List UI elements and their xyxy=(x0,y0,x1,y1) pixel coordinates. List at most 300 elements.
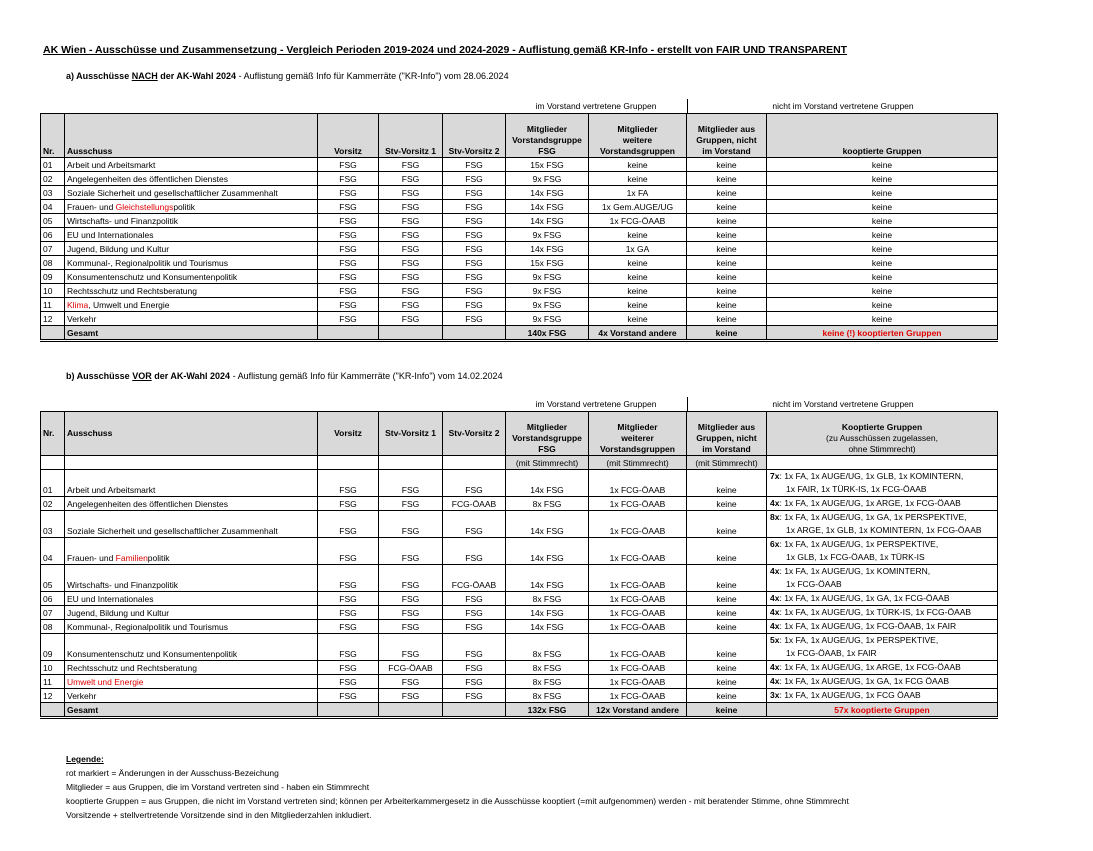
row-nr: 06 xyxy=(41,592,65,606)
ausschuss-name xyxy=(65,284,318,298)
ausschuss-name xyxy=(65,565,318,592)
ausschuss-name-part: Jugend, Bildung und Kultur xyxy=(67,244,170,254)
cell-koop xyxy=(767,661,998,675)
koop-list: : 1x FA, 1x AUGE/UG, 1x PERSPEKTIVE, xyxy=(779,635,939,645)
cell-vorsitz: FSG xyxy=(318,200,379,214)
header-mitglieder-weitere: Mitglieder weitere Vorstandsgruppen xyxy=(589,114,687,158)
table-row xyxy=(41,538,998,565)
row-nr: 11 xyxy=(41,298,65,312)
header-gruppen: Mitglieder aus Gruppen, nicht im Vorstand xyxy=(687,412,767,456)
cell-fsg: 14x FSG xyxy=(506,620,589,634)
table-row xyxy=(41,675,998,689)
ausschuss-name xyxy=(65,256,318,270)
cell-gruppen: keine xyxy=(687,497,767,511)
ausschuss-name-changed: Familien xyxy=(115,553,148,563)
row-nr: 12 xyxy=(41,689,65,703)
cell-gruppen: keine xyxy=(687,592,767,606)
cell-weitere: keine xyxy=(589,284,687,298)
cell-stv2: FSG xyxy=(443,312,506,326)
cell-stv1: FSG xyxy=(379,606,443,620)
ausschuss-name xyxy=(65,242,318,256)
cell-vorsitz: FSG xyxy=(318,606,379,620)
cell-koop xyxy=(767,620,998,634)
total-empty xyxy=(443,703,506,718)
total-fsg: 140x FSG xyxy=(506,326,589,341)
cell-vorsitz: FSG xyxy=(318,497,379,511)
ausschuss-name xyxy=(65,186,318,200)
row-nr: 05 xyxy=(41,214,65,228)
cell-koop: keine xyxy=(767,228,998,242)
koop-list-cont: 1x GLB, 1x FCG-ÖAAB, 1x TÜRK-IS xyxy=(786,552,925,562)
row-nr: 08 xyxy=(41,256,65,270)
cell-stv2: FSG xyxy=(443,200,506,214)
cell-weitere: 1x FCG-ÖAAB xyxy=(589,592,687,606)
cell-stv1: FSG xyxy=(379,620,443,634)
total-koop: keine (!) kooptierten Gruppen xyxy=(767,326,998,341)
header-stv2: Stv-Vorsitz 2 xyxy=(443,114,506,158)
cell-weitere: keine xyxy=(589,228,687,242)
table-row xyxy=(41,606,998,620)
ausschuss-name xyxy=(65,158,318,172)
cell-stv1: FSG xyxy=(379,497,443,511)
cell-weitere: 1x FCG-ÖAAB xyxy=(589,675,687,689)
cell-gruppen: keine xyxy=(687,689,767,703)
header-mitglieder-fsg: Mitglieder Vorstandsgruppe FSG xyxy=(506,412,589,456)
cell-stv1: FSG xyxy=(379,200,443,214)
cell-gruppen: keine xyxy=(687,565,767,592)
ausschuss-name xyxy=(65,634,318,661)
ausschuss-name-part: , Umwelt und Energie xyxy=(88,300,170,310)
row-nr: 07 xyxy=(41,242,65,256)
row-nr: 04 xyxy=(41,538,65,565)
cell-vorsitz: FSG xyxy=(318,256,379,270)
cell-weitere: keine xyxy=(589,158,687,172)
total-weitere: 12x Vorstand andere xyxy=(589,703,687,718)
cell-koop: keine xyxy=(767,284,998,298)
header-kooptiert: kooptierte Gruppen xyxy=(767,114,998,158)
cell-stv1: FSG xyxy=(379,689,443,703)
cell-vorsitz: FSG xyxy=(318,470,379,497)
total-empty xyxy=(443,326,506,341)
section-a-group-out-label: nicht im Vorstand vertretene Gruppen xyxy=(772,101,914,111)
cell-stv1: FSG xyxy=(379,172,443,186)
cell-stv1: FSG xyxy=(379,158,443,172)
cell-gruppen: keine xyxy=(687,606,767,620)
ausschuss-name-changed: Umwelt und Energie xyxy=(67,677,144,687)
cell-stv1: FSG xyxy=(379,470,443,497)
cell-gruppen: keine xyxy=(687,661,767,675)
cell-koop xyxy=(767,689,998,703)
header-nr: Nr. xyxy=(41,114,65,158)
header-vorsitz: Vorsitz xyxy=(318,114,379,158)
total-empty xyxy=(318,326,379,341)
cell-stv1: FSG xyxy=(379,298,443,312)
cell-weitere: 1x FCG-ÖAAB xyxy=(589,214,687,228)
table-row xyxy=(41,158,998,172)
cell-weitere: 1x Gem.AUGE/UG xyxy=(589,200,687,214)
ausschuss-name-part: politik xyxy=(147,553,170,563)
cell-vorsitz: FSG xyxy=(318,592,379,606)
ausschuss-name xyxy=(65,689,318,703)
ausschuss-name-part: EU und Internationales xyxy=(67,230,154,240)
row-nr: 02 xyxy=(41,172,65,186)
cell-koop: keine xyxy=(767,214,998,228)
cell-koop: keine xyxy=(767,298,998,312)
cell-vorsitz: FSG xyxy=(318,689,379,703)
cell-stv2: FSG xyxy=(443,661,506,675)
cell-gruppen: keine xyxy=(687,158,767,172)
cell-fsg: 8x FSG xyxy=(506,675,589,689)
stimmrecht-note: (mit Stimmrecht) xyxy=(506,456,589,470)
cell-fsg: 14x FSG xyxy=(506,214,589,228)
ausschuss-name-part: Verkehr xyxy=(67,691,97,701)
row-nr: 12 xyxy=(41,312,65,326)
cell-vorsitz: FSG xyxy=(318,620,379,634)
ausschuss-name xyxy=(65,661,318,675)
koop-count: 4x xyxy=(770,607,780,617)
cell-vorsitz: FSG xyxy=(318,312,379,326)
row-nr: 09 xyxy=(41,634,65,661)
cell-stv2: FSG xyxy=(443,675,506,689)
total-row xyxy=(41,326,998,341)
cell-vorsitz: FSG xyxy=(318,186,379,200)
row-nr: 11 xyxy=(41,675,65,689)
total-gruppen: keine xyxy=(687,703,767,718)
cell-fsg: 8x FSG xyxy=(506,634,589,661)
total-empty xyxy=(41,703,65,718)
table-row xyxy=(41,172,998,186)
cell-stv2: FSG xyxy=(443,228,506,242)
ausschuss-name-changed: Gleichstellungs xyxy=(115,202,174,212)
row-nr: 06 xyxy=(41,228,65,242)
koop-count: 4x xyxy=(770,566,780,576)
cell-koop xyxy=(767,511,998,538)
cell-fsg: 14x FSG xyxy=(506,470,589,497)
koop-list: : 1x FA, 1x AUGE/UG, 1x ARGE, 1x FCG-ÖAAB xyxy=(779,498,961,508)
cell-vorsitz: FSG xyxy=(318,634,379,661)
cell-gruppen: keine xyxy=(687,186,767,200)
cell-stv2: FSG xyxy=(443,158,506,172)
table-row xyxy=(41,565,998,592)
total-empty xyxy=(318,703,379,718)
ausschuss-name-part: Angelegenheiten des öffentlichen Dienstes xyxy=(67,499,228,509)
table-row xyxy=(41,470,998,497)
cell-gruppen: keine xyxy=(687,675,767,689)
cell-weitere: keine xyxy=(589,172,687,186)
ausschuss-name-part: Soziale Sicherheit und gesellschaftlicher Zusammenhalt xyxy=(67,188,278,198)
ausschuss-name xyxy=(65,312,318,326)
cell-stv2: FSG xyxy=(443,538,506,565)
cell-fsg: 8x FSG xyxy=(506,689,589,703)
cell-gruppen: keine xyxy=(687,284,767,298)
koop-list: : 1x FA, 1x AUGE/UG, 1x GA, 1x PERSPEKTIVE, xyxy=(779,512,967,522)
cell-fsg: 9x FSG xyxy=(506,312,589,326)
cell-fsg: 14x FSG xyxy=(506,186,589,200)
cell-stv1: FSG xyxy=(379,312,443,326)
total-label: Gesamt xyxy=(65,703,318,718)
cell-weitere: keine xyxy=(589,312,687,326)
cell-stv1: FSG xyxy=(379,214,443,228)
cell-vorsitz: FSG xyxy=(318,661,379,675)
total-koop: 57x kooptierte Gruppen xyxy=(767,703,998,718)
page-title: AK Wien - Ausschüsse und Zusammensetzung - Vergleich Perioden 2019-2024 und 2024-2029 - Auflistung gemäß KR-Info - erstellt von FAIR UND TRANSPARENT xyxy=(43,44,848,56)
cell-fsg: 8x FSG xyxy=(506,661,589,675)
cell-koop xyxy=(767,470,998,497)
row-nr: 02 xyxy=(41,497,65,511)
cell-vorsitz: FSG xyxy=(318,172,379,186)
header-gruppen: Mitglieder aus Gruppen, nicht im Vorstand xyxy=(687,114,767,158)
ausschuss-name xyxy=(65,228,318,242)
row-nr: 04 xyxy=(41,200,65,214)
cell-vorsitz: FSG xyxy=(318,565,379,592)
legend-line: rot markiert = Änderungen in der Ausschuss-Bezeichung xyxy=(66,768,279,778)
table-row xyxy=(41,256,998,270)
ausschuss-name-changed: Klima xyxy=(67,300,89,310)
cell-stv2: FSG xyxy=(443,511,506,538)
cell-fsg: 9x FSG xyxy=(506,270,589,284)
legend xyxy=(66,752,849,822)
ausschuss-name xyxy=(65,606,318,620)
cell-stv2: FSG xyxy=(443,256,506,270)
koop-list-cont: 1x ARGE, 1x GLB, 1x KOMINTERN, 1x FCG-ÖAAB xyxy=(786,525,982,535)
ausschuss-name-part: Wirtschafts- und Finanzpolitik xyxy=(67,216,179,226)
cell-koop: keine xyxy=(767,242,998,256)
ausschuss-name-part: Soziale Sicherheit und gesellschaftlicher Zusammenhalt xyxy=(67,526,278,536)
cell-gruppen: keine xyxy=(687,172,767,186)
section-a-group-in-label: im Vorstand vertretene Gruppen xyxy=(535,101,657,111)
cell-stv2: FSG xyxy=(443,186,506,200)
cell-koop xyxy=(767,592,998,606)
cell-gruppen: keine xyxy=(687,538,767,565)
cell-fsg: 15x FSG xyxy=(506,256,589,270)
cell-stv1: FSG xyxy=(379,284,443,298)
cell-koop xyxy=(767,606,998,620)
section-b-group-out-label: nicht im Vorstand vertretene Gruppen xyxy=(772,399,914,409)
cell-stv2: FSG xyxy=(443,634,506,661)
table-row xyxy=(41,497,998,511)
legend-title: Legende: xyxy=(66,754,104,764)
cell-fsg: 8x FSG xyxy=(506,497,589,511)
ausschuss-name-part: Rechtsschutz und Rechtsberatung xyxy=(67,663,197,673)
table-row xyxy=(41,620,998,634)
header-kooptiert: Kooptierte Gruppen (zu Ausschüssen zugelassen, ohne Stimmrecht) xyxy=(767,412,998,456)
koop-list: : 1x FA, 1x AUGE/UG, 1x ARGE, 1x FCG-ÖAAB xyxy=(779,662,961,672)
cell-weitere: 1x GA xyxy=(589,242,687,256)
ausschuss-name xyxy=(65,538,318,565)
cell-stv1: FSG xyxy=(379,186,443,200)
total-label: Gesamt xyxy=(65,326,318,341)
cell-gruppen: keine xyxy=(687,214,767,228)
row-nr: 10 xyxy=(41,284,65,298)
cell-gruppen: keine xyxy=(687,312,767,326)
cell-fsg: 8x FSG xyxy=(506,592,589,606)
cell-stv1: FCG-ÖAAB xyxy=(379,661,443,675)
total-empty xyxy=(41,326,65,341)
table-row xyxy=(41,298,998,312)
cell-stv1: FSG xyxy=(379,675,443,689)
stimmrecht-note: (mit Stimmrecht) xyxy=(687,456,767,470)
cell-fsg: 14x FSG xyxy=(506,511,589,538)
cell-stv1: FSG xyxy=(379,634,443,661)
header-mitglieder-weitere: Mitglieder weiterer Vorstandsgruppen xyxy=(589,412,687,456)
row-nr: 03 xyxy=(41,511,65,538)
row-nr: 10 xyxy=(41,661,65,675)
koop-count: 4x xyxy=(770,676,780,686)
cell-fsg: 14x FSG xyxy=(506,538,589,565)
ausschuss-name xyxy=(65,214,318,228)
cell-koop xyxy=(767,675,998,689)
total-empty xyxy=(379,326,443,341)
cell-vorsitz: FSG xyxy=(318,270,379,284)
ausschuss-name-part: EU und Internationales xyxy=(67,594,154,604)
ausschuss-name xyxy=(65,620,318,634)
cell-gruppen: keine xyxy=(687,620,767,634)
header-vorsitz: Vorsitz xyxy=(318,412,379,456)
total-fsg: 132x FSG xyxy=(506,703,589,718)
cell-weitere: 1x FCG-ÖAAB xyxy=(589,606,687,620)
table-row xyxy=(41,228,998,242)
koop-list: : 1x FA, 1x AUGE/UG, 1x KOMINTERN, xyxy=(779,566,931,576)
table-row xyxy=(41,661,998,675)
ausschuss-name-part: Konsumentenschutz und Konsumentenpolitik xyxy=(67,649,238,659)
ausschuss-name-part: Kommunal-, Regionalpolitik und Tourismus xyxy=(67,622,228,632)
cell-stv2: FSG xyxy=(443,470,506,497)
cell-koop xyxy=(767,497,998,511)
cell-stv2: FSG xyxy=(443,298,506,312)
table-row xyxy=(41,511,998,538)
row-nr: 03 xyxy=(41,186,65,200)
cell-vorsitz: FSG xyxy=(318,675,379,689)
ausschuss-name-part: Jugend, Bildung und Kultur xyxy=(67,608,170,618)
cell-weitere: 1x FCG-ÖAAB xyxy=(589,470,687,497)
table-row xyxy=(41,689,998,703)
cell-vorsitz: FSG xyxy=(318,228,379,242)
total-gruppen: keine xyxy=(687,326,767,341)
cell-koop: keine xyxy=(767,312,998,326)
table-row xyxy=(41,312,998,326)
cell-fsg: 14x FSG xyxy=(506,606,589,620)
cell-gruppen: keine xyxy=(687,270,767,284)
cell-stv2: FCG-ÖAAB xyxy=(443,565,506,592)
cell-vorsitz: FSG xyxy=(318,538,379,565)
cell-gruppen: keine xyxy=(687,200,767,214)
cell-weitere: 1x FCG-ÖAAB xyxy=(589,689,687,703)
ausschuss-name-part: Wirtschafts- und Finanzpolitik xyxy=(67,580,179,590)
koop-count: 6x xyxy=(770,539,780,549)
cell-weitere: 1x FCG-ÖAAB xyxy=(589,565,687,592)
ausschuss-name xyxy=(65,172,318,186)
table-row xyxy=(41,242,998,256)
cell-stv1: FSG xyxy=(379,565,443,592)
section-a-table xyxy=(40,113,998,342)
cell-stv2: FSG xyxy=(443,172,506,186)
cell-vorsitz: FSG xyxy=(318,158,379,172)
ausschuss-name-part: Angelegenheiten des öffentlichen Dienstes xyxy=(67,174,228,184)
ausschuss-name xyxy=(65,497,318,511)
row-nr: 07 xyxy=(41,606,65,620)
legend-line: Mitglieder = aus Gruppen, die im Vorstand vertreten sind - haben ein Stimmrecht xyxy=(66,782,370,792)
table-row xyxy=(41,634,998,661)
koop-list: : 1x FA, 1x AUGE/UG, 1x PERSPEKTIVE, xyxy=(779,539,939,549)
cell-weitere: 1x FCG-ÖAAB xyxy=(589,497,687,511)
cell-gruppen: keine xyxy=(687,634,767,661)
cell-weitere: keine xyxy=(589,256,687,270)
header-ausschuss: Ausschuss xyxy=(65,114,318,158)
table-row xyxy=(41,214,998,228)
ausschuss-name xyxy=(65,675,318,689)
koop-list-cont: 1x FCG-ÖAAB xyxy=(786,579,842,589)
cell-koop xyxy=(767,565,998,592)
koop-count: 4x xyxy=(770,662,780,672)
ausschuss-name-part: Arbeit und Arbeitsmarkt xyxy=(67,485,156,495)
koop-count: 7x xyxy=(770,471,780,481)
koop-count: 5x xyxy=(770,635,780,645)
koop-list-cont: 1x FCG-ÖAAB, 1x FAIR xyxy=(786,648,877,658)
cell-fsg: 9x FSG xyxy=(506,172,589,186)
cell-vorsitz: FSG xyxy=(318,511,379,538)
cell-gruppen: keine xyxy=(687,470,767,497)
cell-fsg: 14x FSG xyxy=(506,565,589,592)
koop-count: 4x xyxy=(770,498,780,508)
ausschuss-name xyxy=(65,511,318,538)
section-b-group-in-label: im Vorstand vertretene Gruppen xyxy=(535,399,657,409)
cell-gruppen: keine xyxy=(687,298,767,312)
koop-list: : 1x FA, 1x AUGE/UG, 1x GA, 1x FCG-ÖAAB xyxy=(779,593,950,603)
cell-gruppen: keine xyxy=(687,228,767,242)
koop-list: : 1x FA, 1x AUGE/UG, 1x FCG-ÖAAB, 1x FAIR xyxy=(779,621,957,631)
cell-gruppen: keine xyxy=(687,256,767,270)
cell-weitere: 1x FA xyxy=(589,186,687,200)
cell-gruppen: keine xyxy=(687,511,767,538)
cell-stv1: FSG xyxy=(379,592,443,606)
cell-weitere: 1x FCG-ÖAAB xyxy=(589,634,687,661)
cell-stv2: FSG xyxy=(443,214,506,228)
cell-weitere: 1x FCG-ÖAAB xyxy=(589,661,687,675)
cell-weitere: 1x FCG-ÖAAB xyxy=(589,511,687,538)
ausschuss-name-part: Arbeit und Arbeitsmarkt xyxy=(67,160,156,170)
koop-count: 4x xyxy=(770,621,780,631)
ausschuss-name-part: Rechtsschutz und Rechtsberatung xyxy=(67,286,197,296)
cell-stv1: FSG xyxy=(379,256,443,270)
cell-gruppen: keine xyxy=(687,242,767,256)
section-b-heading: b) Ausschüsse VOR der AK-Wahl 2024 - Auflistung gemäß Info für Kammerräte ("KR-Info") vom 14.02.2024 xyxy=(66,371,503,381)
cell-stv2: FSG xyxy=(443,689,506,703)
cell-weitere: 1x FCG-ÖAAB xyxy=(589,538,687,565)
header-mitglieder-fsg: Mitglieder Vorstandsgruppe FSG xyxy=(506,114,589,158)
cell-stv2: FSG xyxy=(443,606,506,620)
koop-count: 3x xyxy=(770,690,780,700)
koop-count: 8x xyxy=(770,512,780,522)
cell-vorsitz: FSG xyxy=(318,214,379,228)
cell-vorsitz: FSG xyxy=(318,242,379,256)
row-nr: 05 xyxy=(41,565,65,592)
table-row xyxy=(41,284,998,298)
cell-vorsitz: FSG xyxy=(318,298,379,312)
cell-weitere: 1x FCG-ÖAAB xyxy=(589,620,687,634)
koop-list: : 1x FA, 1x AUGE/UG, 1x GLB, 1x KOMINTERN, xyxy=(779,471,964,481)
koop-list: : 1x FA, 1x AUGE/UG, 1x FCG ÖAAB xyxy=(779,690,921,700)
ausschuss-name-part: politik xyxy=(173,202,196,212)
ausschuss-name-part: Konsumentenschutz und Konsumentenpolitik xyxy=(67,272,238,282)
ausschuss-name-part: Kommunal-, Regionalpolitik und Tourismus xyxy=(67,258,228,268)
cell-weitere: keine xyxy=(589,270,687,284)
ausschuss-name xyxy=(65,470,318,497)
header-stv1: Stv-Vorsitz 1 xyxy=(379,412,443,456)
ausschuss-name-part: Frauen- und xyxy=(67,202,116,212)
cell-stv1: FSG xyxy=(379,228,443,242)
cell-koop: keine xyxy=(767,270,998,284)
cell-weitere: keine xyxy=(589,298,687,312)
